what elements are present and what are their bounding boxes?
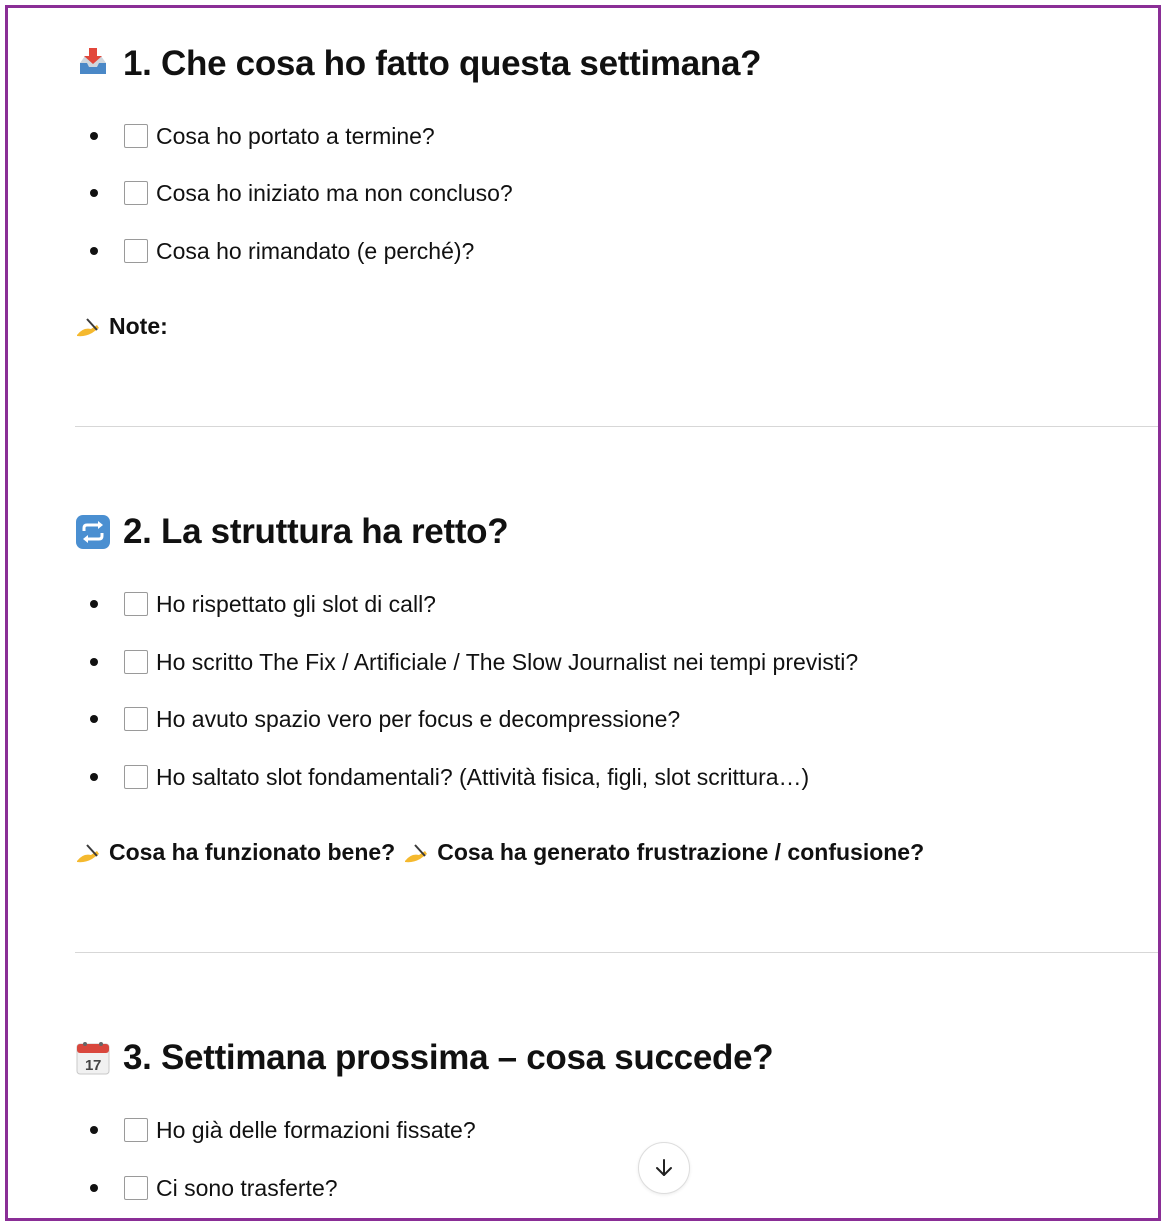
checkbox[interactable] bbox=[124, 1176, 148, 1200]
checklist-item bbox=[90, 704, 680, 734]
document-frame bbox=[5, 5, 1161, 1221]
checkbox[interactable] bbox=[124, 592, 148, 616]
checklist-item-label: Ho già delle formazioni fissate? bbox=[156, 1116, 476, 1143]
bullet bbox=[90, 1184, 98, 1192]
section-3-heading bbox=[75, 1038, 773, 1078]
checklist-item bbox=[90, 1173, 338, 1203]
checklist-item bbox=[90, 236, 474, 266]
checklist-item-label: Ci sono trasferte? bbox=[156, 1174, 338, 1201]
section-2-title: 2. La struttura ha retto? bbox=[123, 512, 509, 551]
checklist-item bbox=[90, 1115, 476, 1145]
checklist-item-label: Ho scritto The Fix / Artificiale / The Slow Journalist nei tempi previsti? bbox=[156, 648, 859, 675]
scroll-down-button[interactable] bbox=[638, 1142, 690, 1194]
checkbox[interactable] bbox=[124, 765, 148, 789]
inbox-tray-icon bbox=[75, 46, 111, 82]
writing-hand-icon bbox=[403, 841, 429, 865]
checklist-item-label: Ho avuto spazio vero per focus e decompressione? bbox=[156, 705, 681, 732]
section-1-heading bbox=[75, 44, 761, 84]
notes-label: Note: bbox=[75, 313, 168, 340]
calendar-day: 17 bbox=[84, 1057, 102, 1074]
checklist-item bbox=[90, 647, 858, 677]
checklist-item bbox=[90, 121, 435, 151]
checkbox[interactable] bbox=[124, 707, 148, 731]
writing-hand-icon bbox=[75, 315, 101, 339]
checklist-item-label: Ho saltato slot fondamentali? (Attività fisica, figli, slot scrittura…) bbox=[156, 763, 810, 790]
writing-hand-icon bbox=[75, 841, 101, 865]
checkbox[interactable] bbox=[124, 650, 148, 674]
checkbox[interactable] bbox=[124, 181, 148, 205]
notes-label: Cosa ha funzionato bene? Cosa ha generato frustrazione / confusione? bbox=[75, 839, 924, 866]
checkbox[interactable] bbox=[124, 124, 148, 148]
bullet bbox=[90, 600, 98, 608]
document-content bbox=[8, 8, 1158, 1218]
bullet bbox=[90, 658, 98, 666]
section-1-title: 1. Che cosa ho fatto questa settimana? bbox=[123, 44, 762, 83]
bullet bbox=[90, 189, 98, 197]
repeat-arrows-icon bbox=[75, 514, 111, 550]
checklist-item bbox=[90, 589, 436, 619]
checklist-item bbox=[90, 178, 513, 208]
bullet bbox=[90, 1126, 98, 1134]
section-3-title: 3. Settimana prossima – cosa succede? bbox=[123, 1038, 774, 1077]
section-divider bbox=[75, 426, 1158, 427]
section-2-heading bbox=[75, 512, 508, 552]
arrow-down-icon bbox=[653, 1157, 675, 1179]
bullet bbox=[90, 132, 98, 140]
bullet bbox=[90, 773, 98, 781]
section-divider bbox=[75, 952, 1158, 953]
checklist-item-label: Cosa ho portato a termine? bbox=[156, 122, 435, 149]
checklist-item bbox=[90, 762, 809, 792]
checkbox[interactable] bbox=[124, 1118, 148, 1142]
checkbox[interactable] bbox=[124, 239, 148, 263]
checklist-item-label: Ho rispettato gli slot di call? bbox=[156, 590, 436, 617]
bullet bbox=[90, 715, 98, 723]
calendar-icon bbox=[75, 1040, 111, 1076]
bullet bbox=[90, 247, 98, 255]
checklist-item-label: Cosa ho iniziato ma non concluso? bbox=[156, 179, 513, 206]
checklist-item-label: Cosa ho rimandato (e perché)? bbox=[156, 237, 475, 264]
